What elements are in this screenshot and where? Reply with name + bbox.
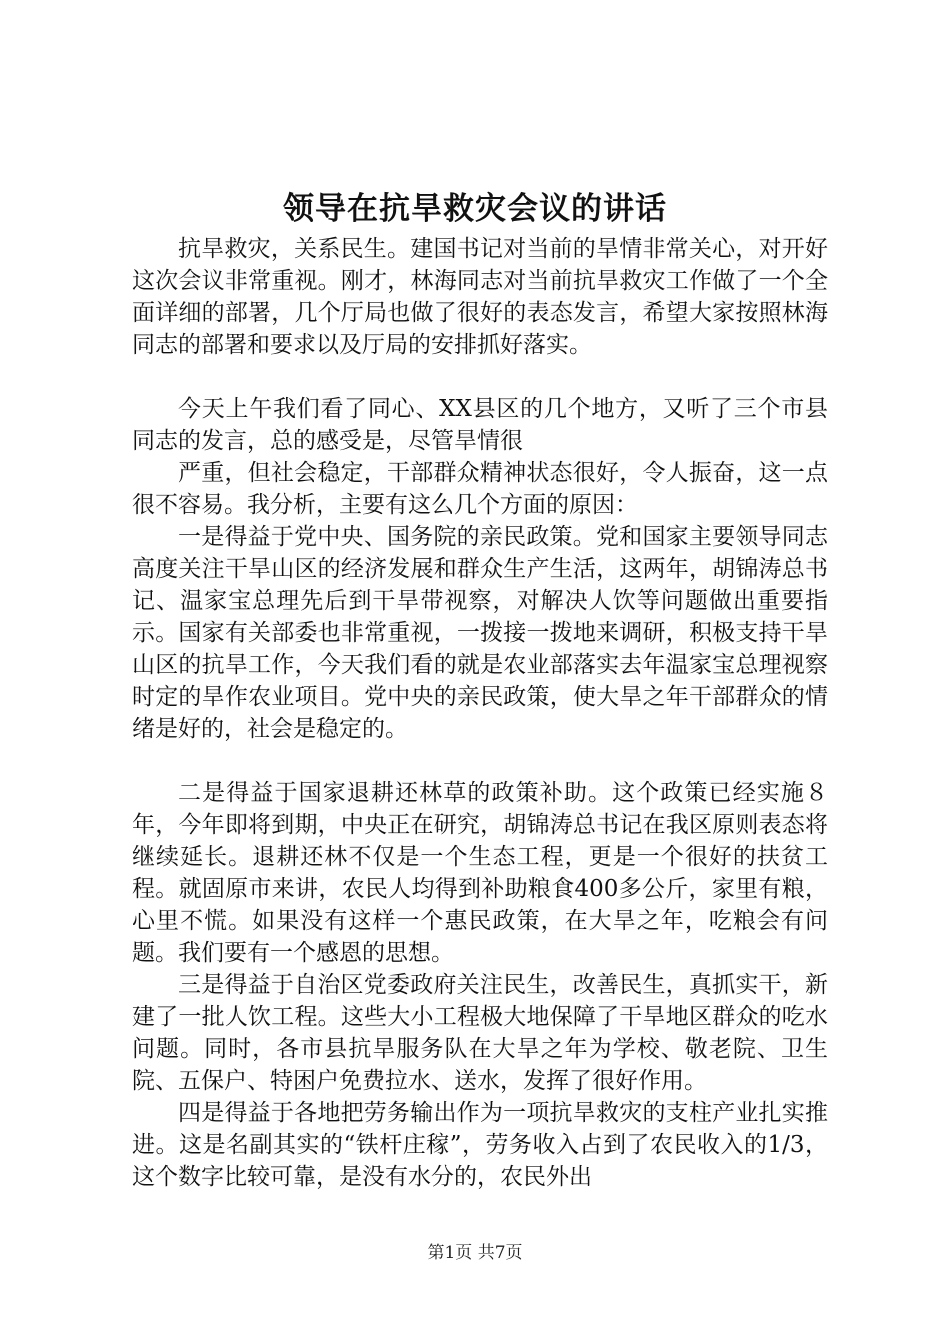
document-title: 领导在抗旱救灾会议的讲话: [283, 191, 667, 227]
paragraph-observation: 今天上午我们看了同心、XX县区的几个地方，又听了三个市县同志的发言，总的感受是，尽管旱情很: [132, 396, 828, 454]
paragraph-gap: [132, 745, 828, 777]
paragraph-intro: 抗旱救灾，关系民生。建国书记对当前的旱情非常关心，对开好这次会议非常重视。刚才，林海同志对当前抗旱救灾工作做了一个全面详细的部署，几个厅局也做了很好的表态发言，希望大家按照林海同志的部署和要求以及厅局的安排抓好落实。: [132, 236, 828, 358]
paragraph-reason-three: 三是得益于自治区党委政府关注民生，改善民生，真抓实干，新建了一批人饮工程。这些大小工程极大地保障了干旱地区群众的吃水问题。同时，各市县抗旱服务队在大旱之年为学校、敬老院、卫生院、五保户、特困户免费拉水、送水，发挥了很好作用。: [132, 972, 828, 1094]
paragraph-reason-two: 二是得益于国家退耕还林草的政策补助。这个政策已经实施８年，今年即将到期，中央正在研究，胡锦涛总书记在我区原则表态将继续延长。退耕还林不仅是一个生态工程，更是一个很好的扶贫工程。就固原市来讲，农民人均得到补助粮食400多公斤，家里有粮，心里不慌。如果没有这样一个惠民政策，在大旱之年，吃粮会有问题。我们要有一个感恩的思想。: [132, 780, 828, 966]
document-body: [132, 233, 828, 1193]
paragraph-reason-one: 一是得益于党中央、国务院的亲民政策。党和国家主要领导同志高度关注干旱山区的经济发展和群众生产生活，这两年，胡锦涛总书记、温家宝总理先后到干旱带视察，对解决人饮等问题做出重要指示。国家有关部委也非常重视，一拨接一拨地来调研，积极支持干旱山区的抗旱工作，今天我们看的就是农业部落实去年温家宝总理视察时定的旱作农业项目。党中央的亲民政策，使大旱之年干部群众的情绪是好的，社会是稳定的。: [132, 524, 828, 742]
paragraph-observation-continued: 严重，但社会稳定，干部群众精神状态很好，令人振奋，这一点很不容易。我分析，主要有这么几个方面的原因：: [132, 460, 828, 518]
page-number-footer: 第1页 共7页: [427, 1243, 523, 1263]
paragraph-reason-four: 四是得益于各地把劳务输出作为一项抗旱救灾的支柱产业扎实推进。这是名副其实的“铁杆庄稼”，劳务收入占到了农民收入的1/3，这个数字比较可靠，是没有水分的，农民外出: [132, 1100, 828, 1190]
paragraph-gap: [132, 361, 828, 393]
